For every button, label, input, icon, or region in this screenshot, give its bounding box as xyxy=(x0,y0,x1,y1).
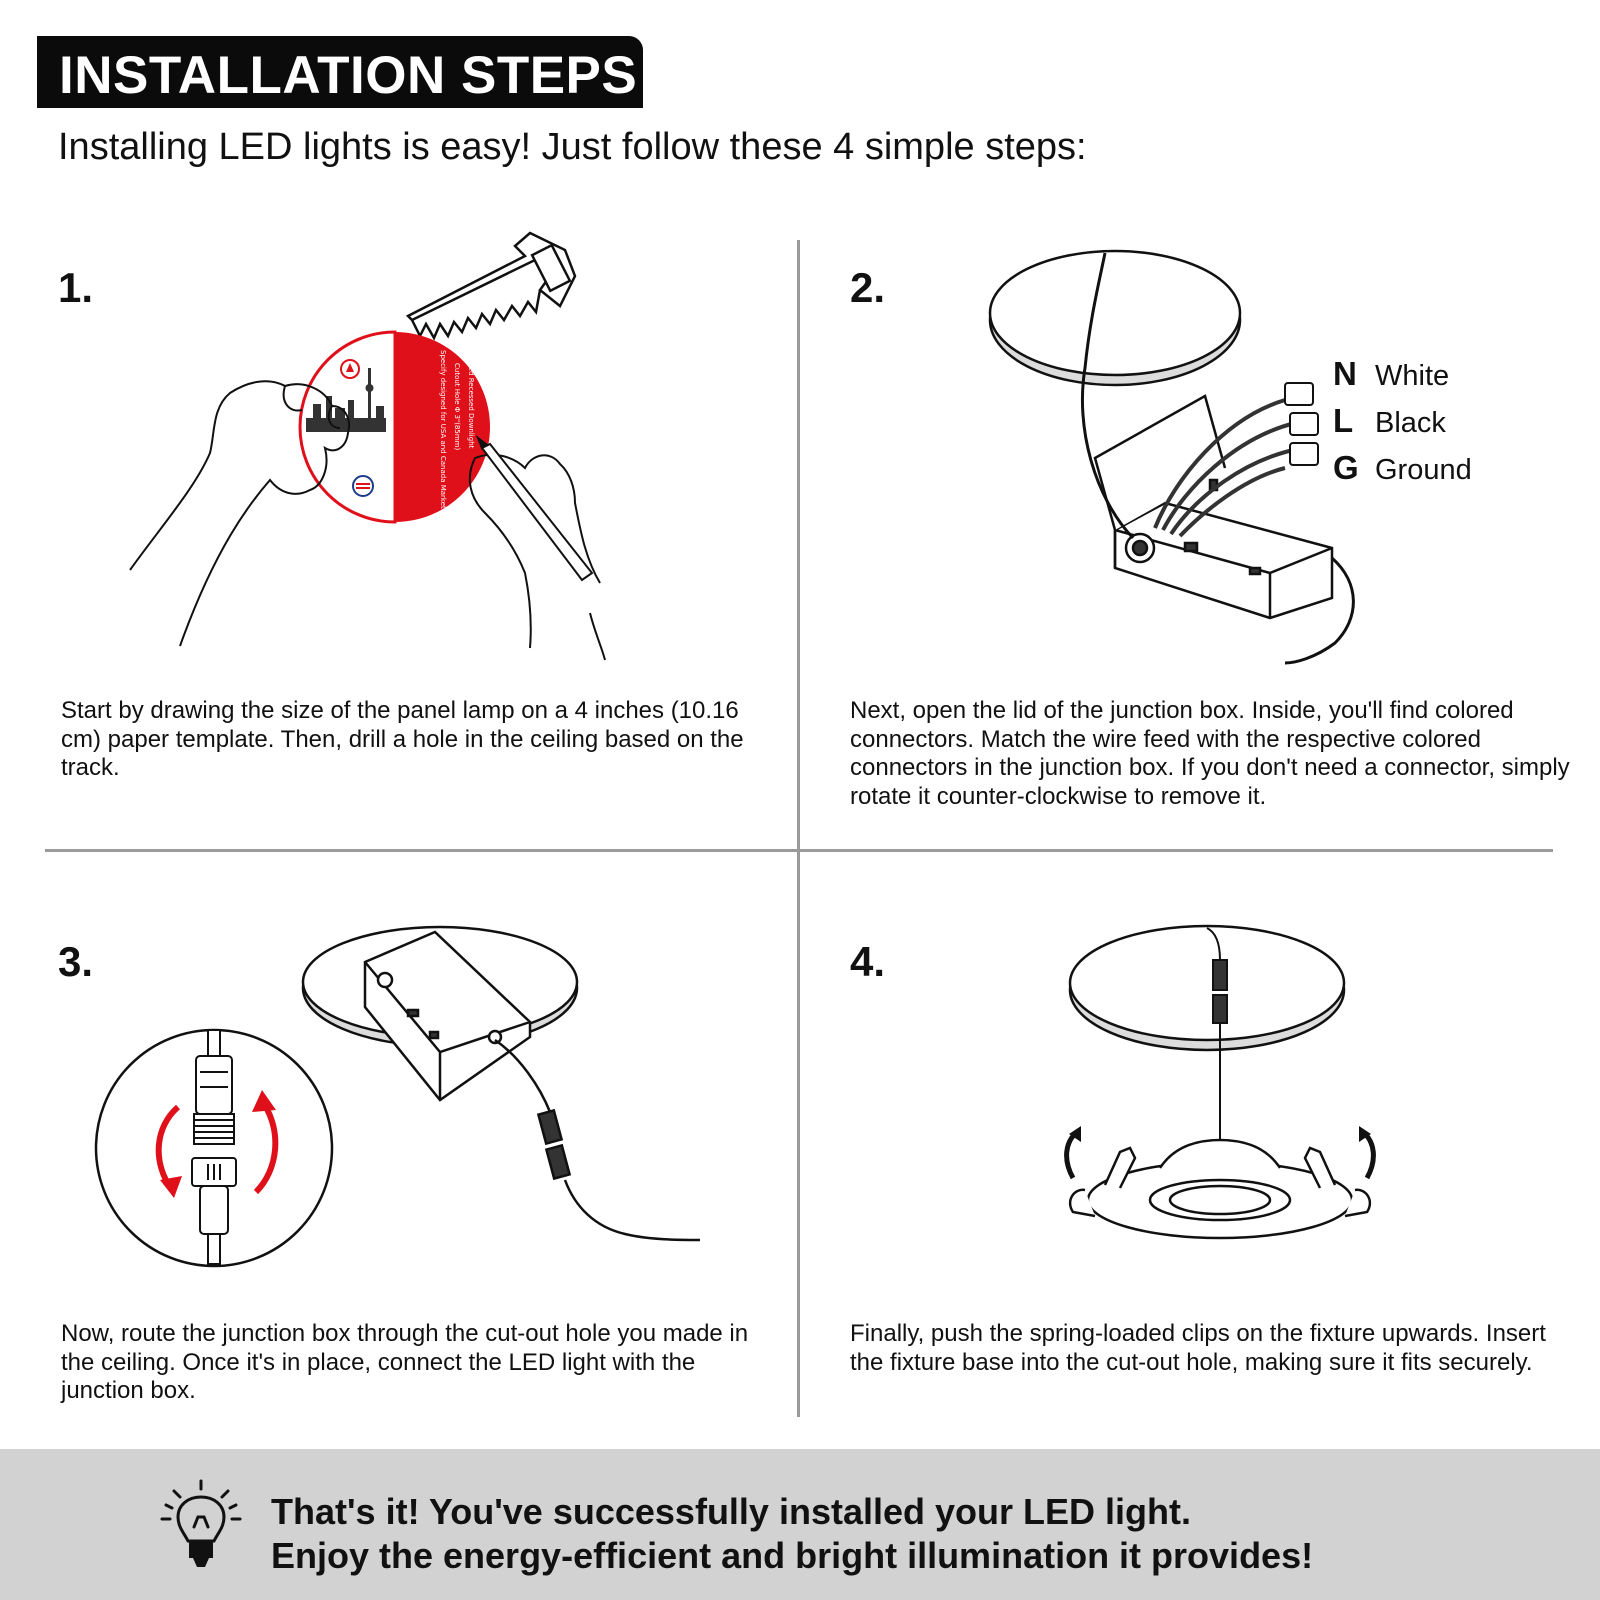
step-4-illustration xyxy=(1055,920,1385,1250)
ceiling-disc-icon xyxy=(1070,926,1344,1050)
wire-label-neutral xyxy=(1333,355,1449,393)
footer-message xyxy=(271,1490,1313,1578)
page-title: INSTALLATION STEPS xyxy=(59,46,638,105)
step-2-number: 2. xyxy=(850,264,886,311)
footer-line-2: Enjoy the energy-efficient and bright illumination it provides! xyxy=(271,1535,1314,1576)
wire-name-white: White xyxy=(1375,360,1450,392)
lightbulb-icon xyxy=(160,1477,242,1569)
wire-letter-l: L xyxy=(1333,402,1354,439)
wire-name-ground: Ground xyxy=(1375,454,1472,486)
right-hand-icon xyxy=(470,455,605,660)
step-3-number: 3. xyxy=(58,938,94,985)
page-subtitle: Installing LED lights is easy! Just follow these 4 simple steps: xyxy=(58,126,1087,168)
step-1-number: 1. xyxy=(58,264,94,311)
wire-letter-n: N xyxy=(1333,355,1357,392)
paper-template-icon xyxy=(300,332,490,522)
template-text-3: Specify designed for USA and Canada Market xyxy=(439,350,447,509)
step-2-illustration xyxy=(985,248,1385,668)
saw-icon xyxy=(408,233,575,338)
vertical-divider xyxy=(797,240,800,1417)
cable-connector-icon xyxy=(495,1040,700,1240)
wire-connectors-icon xyxy=(1285,383,1318,465)
template-text-1: Led Recessed Downlight xyxy=(467,363,475,449)
connector-detail-icon xyxy=(96,1030,332,1266)
wire-letter-g: G xyxy=(1333,449,1359,486)
wire-label-live xyxy=(1333,402,1446,440)
wire-label-ground xyxy=(1333,449,1472,487)
template-text-2: Cutout Hole Φ 3"(85mm) xyxy=(453,363,461,451)
ceiling-disc-icon xyxy=(990,251,1240,385)
footer-line-1: That's it! You've successfully installed your LED light. xyxy=(271,1491,1191,1532)
step-1-illustration xyxy=(120,228,620,678)
pencil-icon xyxy=(478,438,592,580)
wire-name-black: Black xyxy=(1375,407,1446,439)
step-1-description: Start by drawing the size of the panel lamp on a 4 inches (10.16 cm) paper template. Then, drill a hole in the ceiling based on the track. xyxy=(61,697,744,781)
step-2-description: Next, open the lid of the junction box. Inside, you'll find colored connectors. Match the wire feed with the respective colored connectors in the junction box. If you don't need a connector, simply rotate it counter-clockwise to remove it. xyxy=(850,697,1570,810)
step-3-description: Now, route the junction box through the cut-out hole you made in the ceiling. Once it's in place, connect the LED light with the junction box. xyxy=(61,1320,749,1404)
recessed-light-fixture-icon xyxy=(1070,1140,1370,1238)
title-banner xyxy=(37,36,643,108)
step-3-illustration xyxy=(90,922,710,1282)
step-4-number: 4. xyxy=(850,938,886,985)
footer-banner xyxy=(0,1449,1600,1600)
horizontal-divider xyxy=(45,849,1553,852)
step-4-description: Finally, push the spring-loaded clips on the fixture upwards. Insert the fixture base into the cut-out hole, making sure it fits securely. xyxy=(850,1320,1546,1376)
